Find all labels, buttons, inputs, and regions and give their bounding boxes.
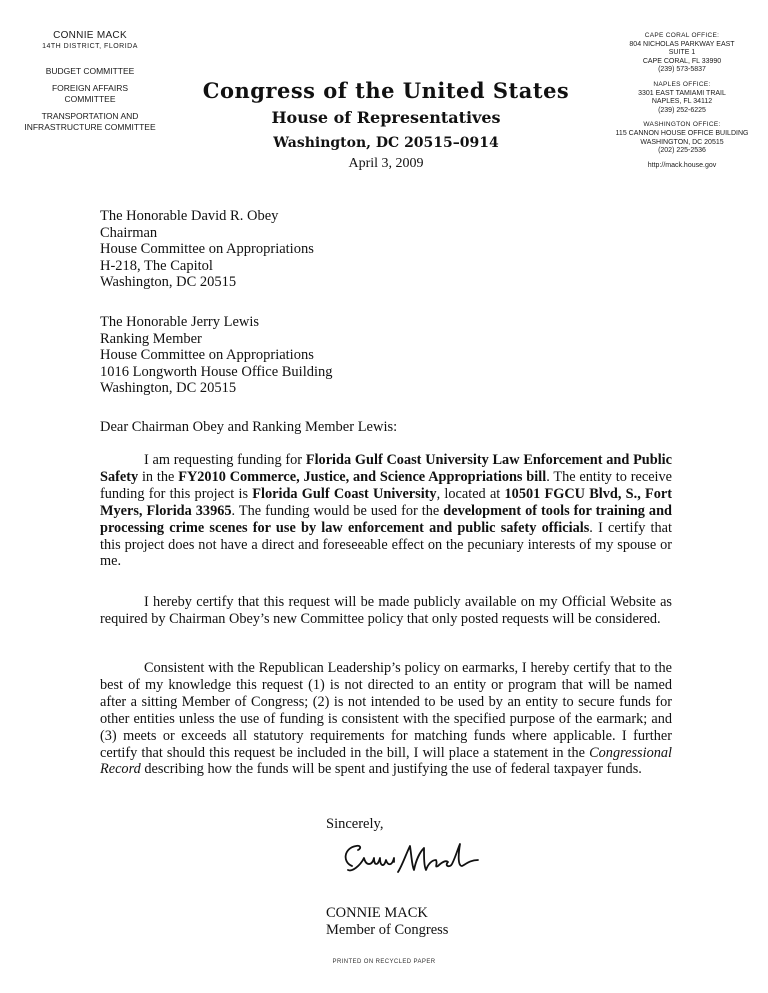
signer-name: CONNIE MACK	[326, 905, 428, 921]
website-link[interactable]: http://mack.house.gov	[647, 161, 717, 169]
address-line: 1016 Longworth House Office Building	[100, 363, 333, 380]
closing: Sincerely,	[326, 816, 384, 832]
office-title: WASHINGTON OFFICE:	[643, 121, 721, 129]
office-naples	[598, 81, 766, 115]
signer-title: Member of Congress	[326, 922, 449, 938]
office-line: 804 NICHOLAS PARKWAY EAST	[629, 40, 735, 48]
address-line: Washington, DC 20515	[100, 380, 237, 396]
office-line: 3301 EAST TAMIAMI TRAIL	[638, 89, 726, 97]
committee-foreign-affairs: FOREIGN AFFAIRS COMMITTEE	[51, 83, 129, 104]
salutation: Dear Chairman Obey and Ranking Member Lewis:	[100, 419, 398, 435]
member-name-header: CONNIE MACK	[53, 30, 127, 41]
body-paragraph-2: I hereby certify that this request will be made publicly available on my Official Website as required by Chairman Obey’s new Committee policy that only posted requests will be considered.	[100, 594, 672, 627]
office-line: 115 CANNON HOUSE OFFICE BUILDING	[615, 129, 749, 137]
office-washington	[598, 121, 766, 155]
office-line: SUITE 1	[668, 49, 696, 57]
body-paragraph-3: Consistent with the Republican Leadership’s policy on earmarks, I hereby certify that to the best of my knowledge this request (1) is not directed to an entity or program that will be named after a sitting Member of Congress; (2) is not intended to be used by an entity to secure funds for other entities unless the use of funding is consistent with the specified purpose of the earmark; and (3) meets or exceeds all statutory requirements for matching funds where applicable. I further certify that should this request be included in the bill, I will place a statement in the Congressional Record describing how the funds will be spent and justifying the use of federal taxpayer funds.	[100, 660, 672, 778]
committee-budget: BUDGET COMMITTEE	[45, 66, 135, 76]
letterhead-center	[200, 78, 572, 174]
address-line: Ranking Member	[100, 330, 202, 347]
address-line: H-218, The Capitol	[100, 257, 213, 274]
office-line: WASHINGTON, DC 20515	[640, 138, 724, 146]
office-cape-coral	[598, 32, 766, 75]
body-paragraph-1: I am requesting funding for Florida Gulf Coast University Law Enforcement and Public Safety in the FY2010 Commerce, Justice, and Science Appropriations bill. The entity to receive funding for this project is Florida Gulf Coast University, located at 10501 FGCU Blvd, S., Fort Myers, Florida 33965. The funding would be used for the development of tools for training and processing crime scenes for use by law enforcement and public safety officials. I certify that this project does not have a direct and foreseeable effect on the pecuniary interests of my spouse or me.	[100, 452, 673, 570]
office-line: CAPE CORAL, FL 33990	[642, 57, 722, 65]
committee-transportation: TRANSPORTATION AND INFRASTRUCTURE COMMITTEE	[24, 111, 156, 132]
city-line: Washington, DC 20515–0914	[273, 135, 499, 151]
office-line: NAPLES, FL 34112	[651, 98, 713, 106]
address-line: Washington, DC 20515	[100, 274, 237, 290]
address-line: House Committee on Appropriations	[100, 241, 314, 257]
signature-image	[338, 836, 488, 891]
recycled-paper-footer: PRINTED ON RECYCLED PAPER	[332, 959, 436, 965]
office-title: NAPLES OFFICE:	[653, 80, 711, 88]
office-line: (202) 225-2536	[658, 147, 706, 155]
address-line: The Honorable David R. Obey	[100, 208, 279, 224]
recipient-address-1	[100, 208, 660, 291]
house-title: House of Representatives	[271, 108, 501, 127]
address-line: Chairman	[100, 224, 158, 241]
address-line: The Honorable Jerry Lewis	[100, 314, 260, 330]
office-line: (239) 252-6225	[658, 106, 706, 114]
office-title: CAPE CORAL OFFICE:	[644, 32, 720, 39]
letterhead-right-column	[598, 32, 766, 170]
letter-date: April 3, 2009	[348, 156, 424, 171]
district-label: 14TH DISTRICT, FLORIDA	[42, 43, 138, 50]
recipient-address-2	[100, 314, 660, 397]
address-line: House Committee on Appropriations	[100, 347, 314, 363]
office-line: (239) 573-5837	[658, 66, 706, 74]
letterhead-left-column	[0, 30, 180, 139]
signature-block	[326, 905, 448, 939]
congress-title: Congress of the United States	[202, 78, 570, 103]
